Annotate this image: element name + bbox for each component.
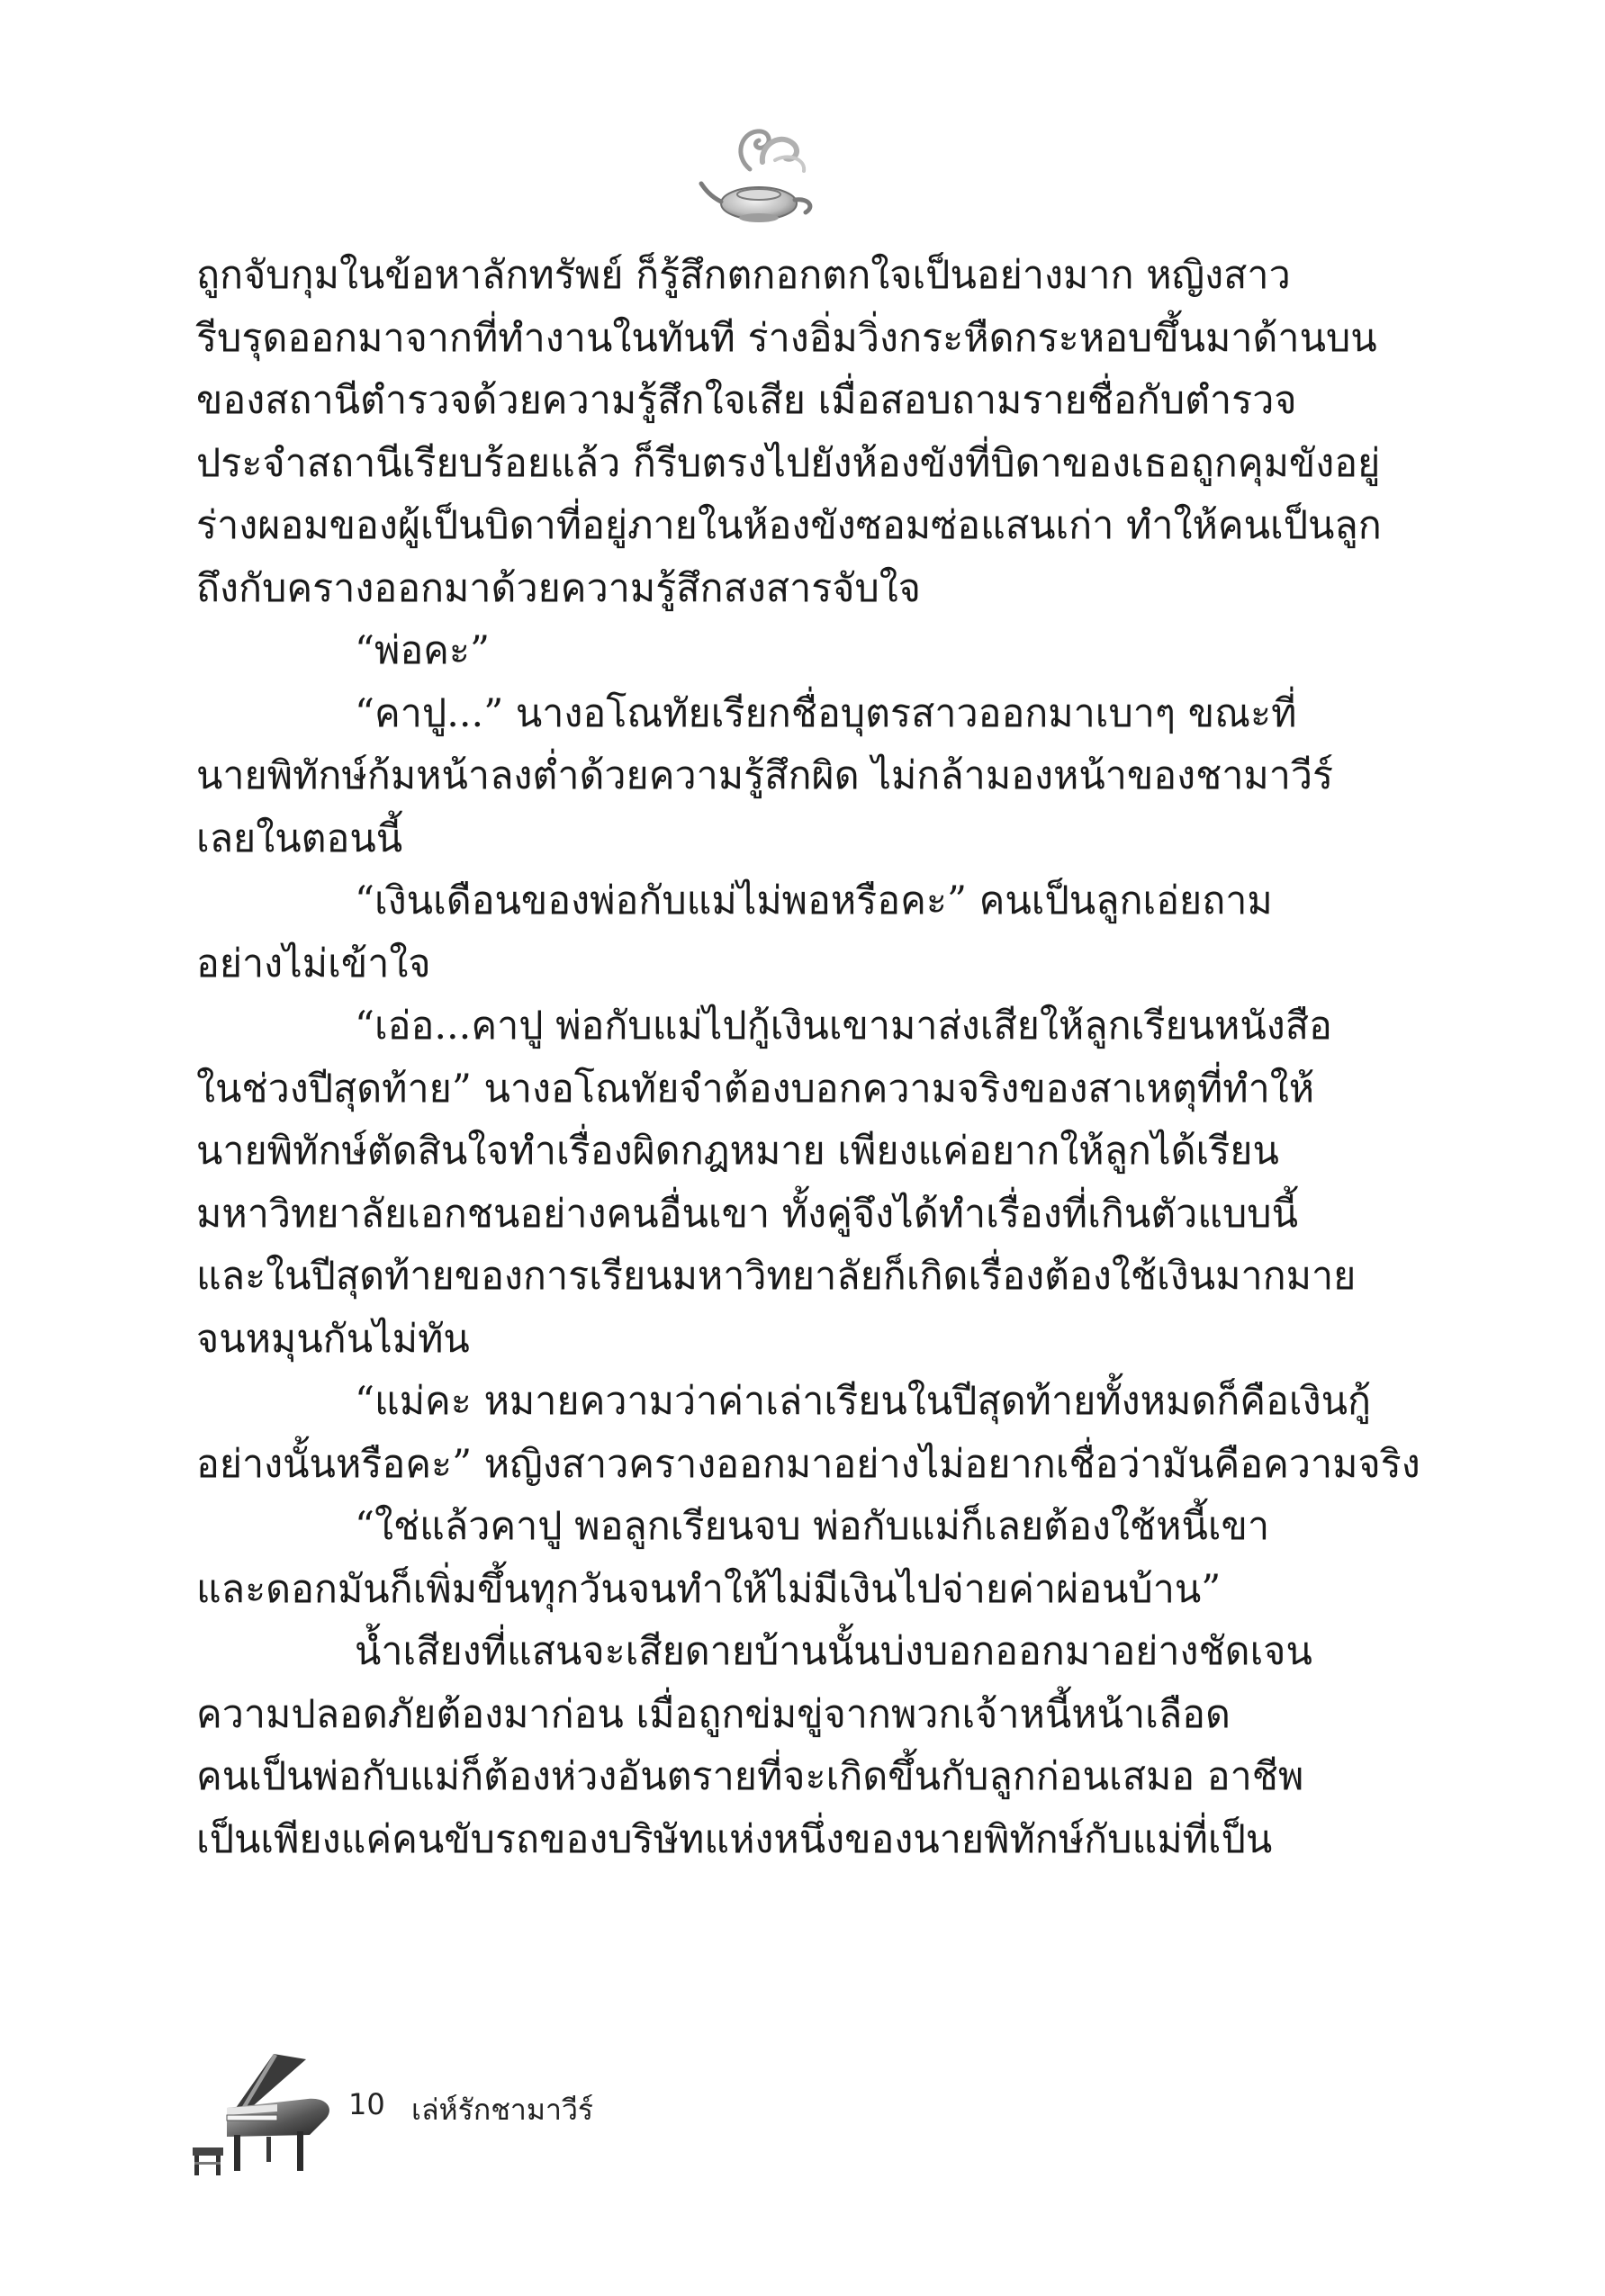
book-title: เล่ห์รักชามาวีร์ [411,2093,594,2127]
text-line: รีบรุดออกมาจากที่ทำงานในทันที ร่างอิ่มวิ่งกระหืดกระหอบขึ้นมาด้านบน [196,315,1377,361]
text-line: อย่างไม่เข้าใจ [196,941,431,986]
page-footer [191,2048,731,2183]
text-line: ถึงกับครางออกมาด้วยความรู้สึกสงสารจับใจ [196,565,921,611]
text-line: “เอ่อ...คาปู พ่อกับแม่ไปกู้เงินเขามาส่งเสียให้ลูกเรียนหนังสือ [355,1004,1332,1049]
text-line: ประจำสถานีเรียบร้อยแล้ว ก็รีบตรงไปยังห้องขังที่บิดาของเธอถูกคุมขังอยู่ [196,440,1381,486]
text-line: และในปีสุดท้ายของการเรียนมหาวิทยาลัยก็เกิดเรื่องต้องใช้เงินมากมาย [196,1254,1357,1299]
text-line: “ใช่แล้วคาปู พอลูกเรียนจบ พ่อกับแม่ก็เลยต้องใช้หนี้เขา [355,1504,1270,1549]
text-line: ถูกจับกุมในข้อหาลักทรัพย์ ก็รู้สึกตกอกตกใจเป็นอย่างมาก หญิงสาว [196,253,1291,298]
page-number: 10 [348,2087,385,2121]
text-line: และดอกมันก็เพิ่มขึ้นทุกวันจนทำให้ไม่มีเงินไปจ่ายค่าผ่อนบ้าน” [196,1566,1222,1612]
text-line: เลยในตอนนี้ [196,815,403,861]
text-line: “คาปู...” นางอโณทัยเรียกชื่อบุตรสาวออกมาเบาๆ ขณะที่ [355,690,1297,736]
text-line: คนเป็นพ่อกับแม่ก็ต้องห่วงอันตรายที่จะเกิดขึ้นกับลูกก่อนเสมอ อาชีพ [196,1754,1304,1799]
teapot-icon [698,106,824,232]
text-line: “เงินเดือนของพ่อกับแม่ไม่พอหรือคะ” คนเป็นลูกเอ่ยถาม [355,878,1273,923]
text-line: มหาวิทยาลัยเอกชนอย่างคนอื่นเขา ทั้งคู่จึงได้ทำเรื่องที่เกินตัวแบบนี้ [196,1191,1298,1237]
text-line: เป็นเพียงแค่คนขับรถของบริษัทแห่งหนึ่งของนายพิทักษ์กับแม่ที่เป็น [196,1816,1273,1862]
piano-icon [191,2048,348,2179]
text-line: อย่างนั้นหรือคะ” หญิงสาวครางออกมาอย่างไม่อยากเชื่อว่ามันคือความจริง [196,1441,1420,1487]
body-text [196,245,1420,1871]
text-line: นายพิทักษ์ตัดสินใจทำเรื่องผิดกฎหมาย เพียงแค่อยากให้ลูกได้เรียน [196,1129,1279,1174]
text-line: น้ำเสียงที่แสนจะเสียดายบ้านนั้นบ่งบอกออกมาอย่างชัดเจน [355,1629,1312,1674]
text-line: ความปลอดภัยต้องมาก่อน เมื่อถูกข่มขู่จากพวกเจ้าหนี้หน้าเลือด [196,1691,1231,1737]
text-line: “พ่อคะ” [355,628,490,673]
text-line: ของสถานีตำรวจด้วยความรู้สึกใจเสีย เมื่อสอบถามรายชื่อกับตำรวจ [196,378,1297,423]
text-line: จนหมุนกันไม่ทัน [196,1316,470,1362]
text-line: นายพิทักษ์ก้มหน้าลงต่ำด้วยความรู้สึกผิด ไม่กล้ามองหน้าของชามาวีร์ [196,753,1334,798]
text-line: “แม่คะ หมายความว่าค่าเล่าเรียนในปีสุดท้ายทั้งหมดก็คือเงินกู้ [355,1379,1372,1424]
text-line: ร่างผอมของผู้เป็นบิดาที่อยู่ภายในห้องขังซอมซ่อแสนเก่า ทำให้คนเป็นลูก [196,503,1382,548]
text-line: ในช่วงปีสุดท้าย” นางอโณทัยจำต้องบอกความจริงของสาเหตุที่ทำให้ [196,1066,1315,1112]
